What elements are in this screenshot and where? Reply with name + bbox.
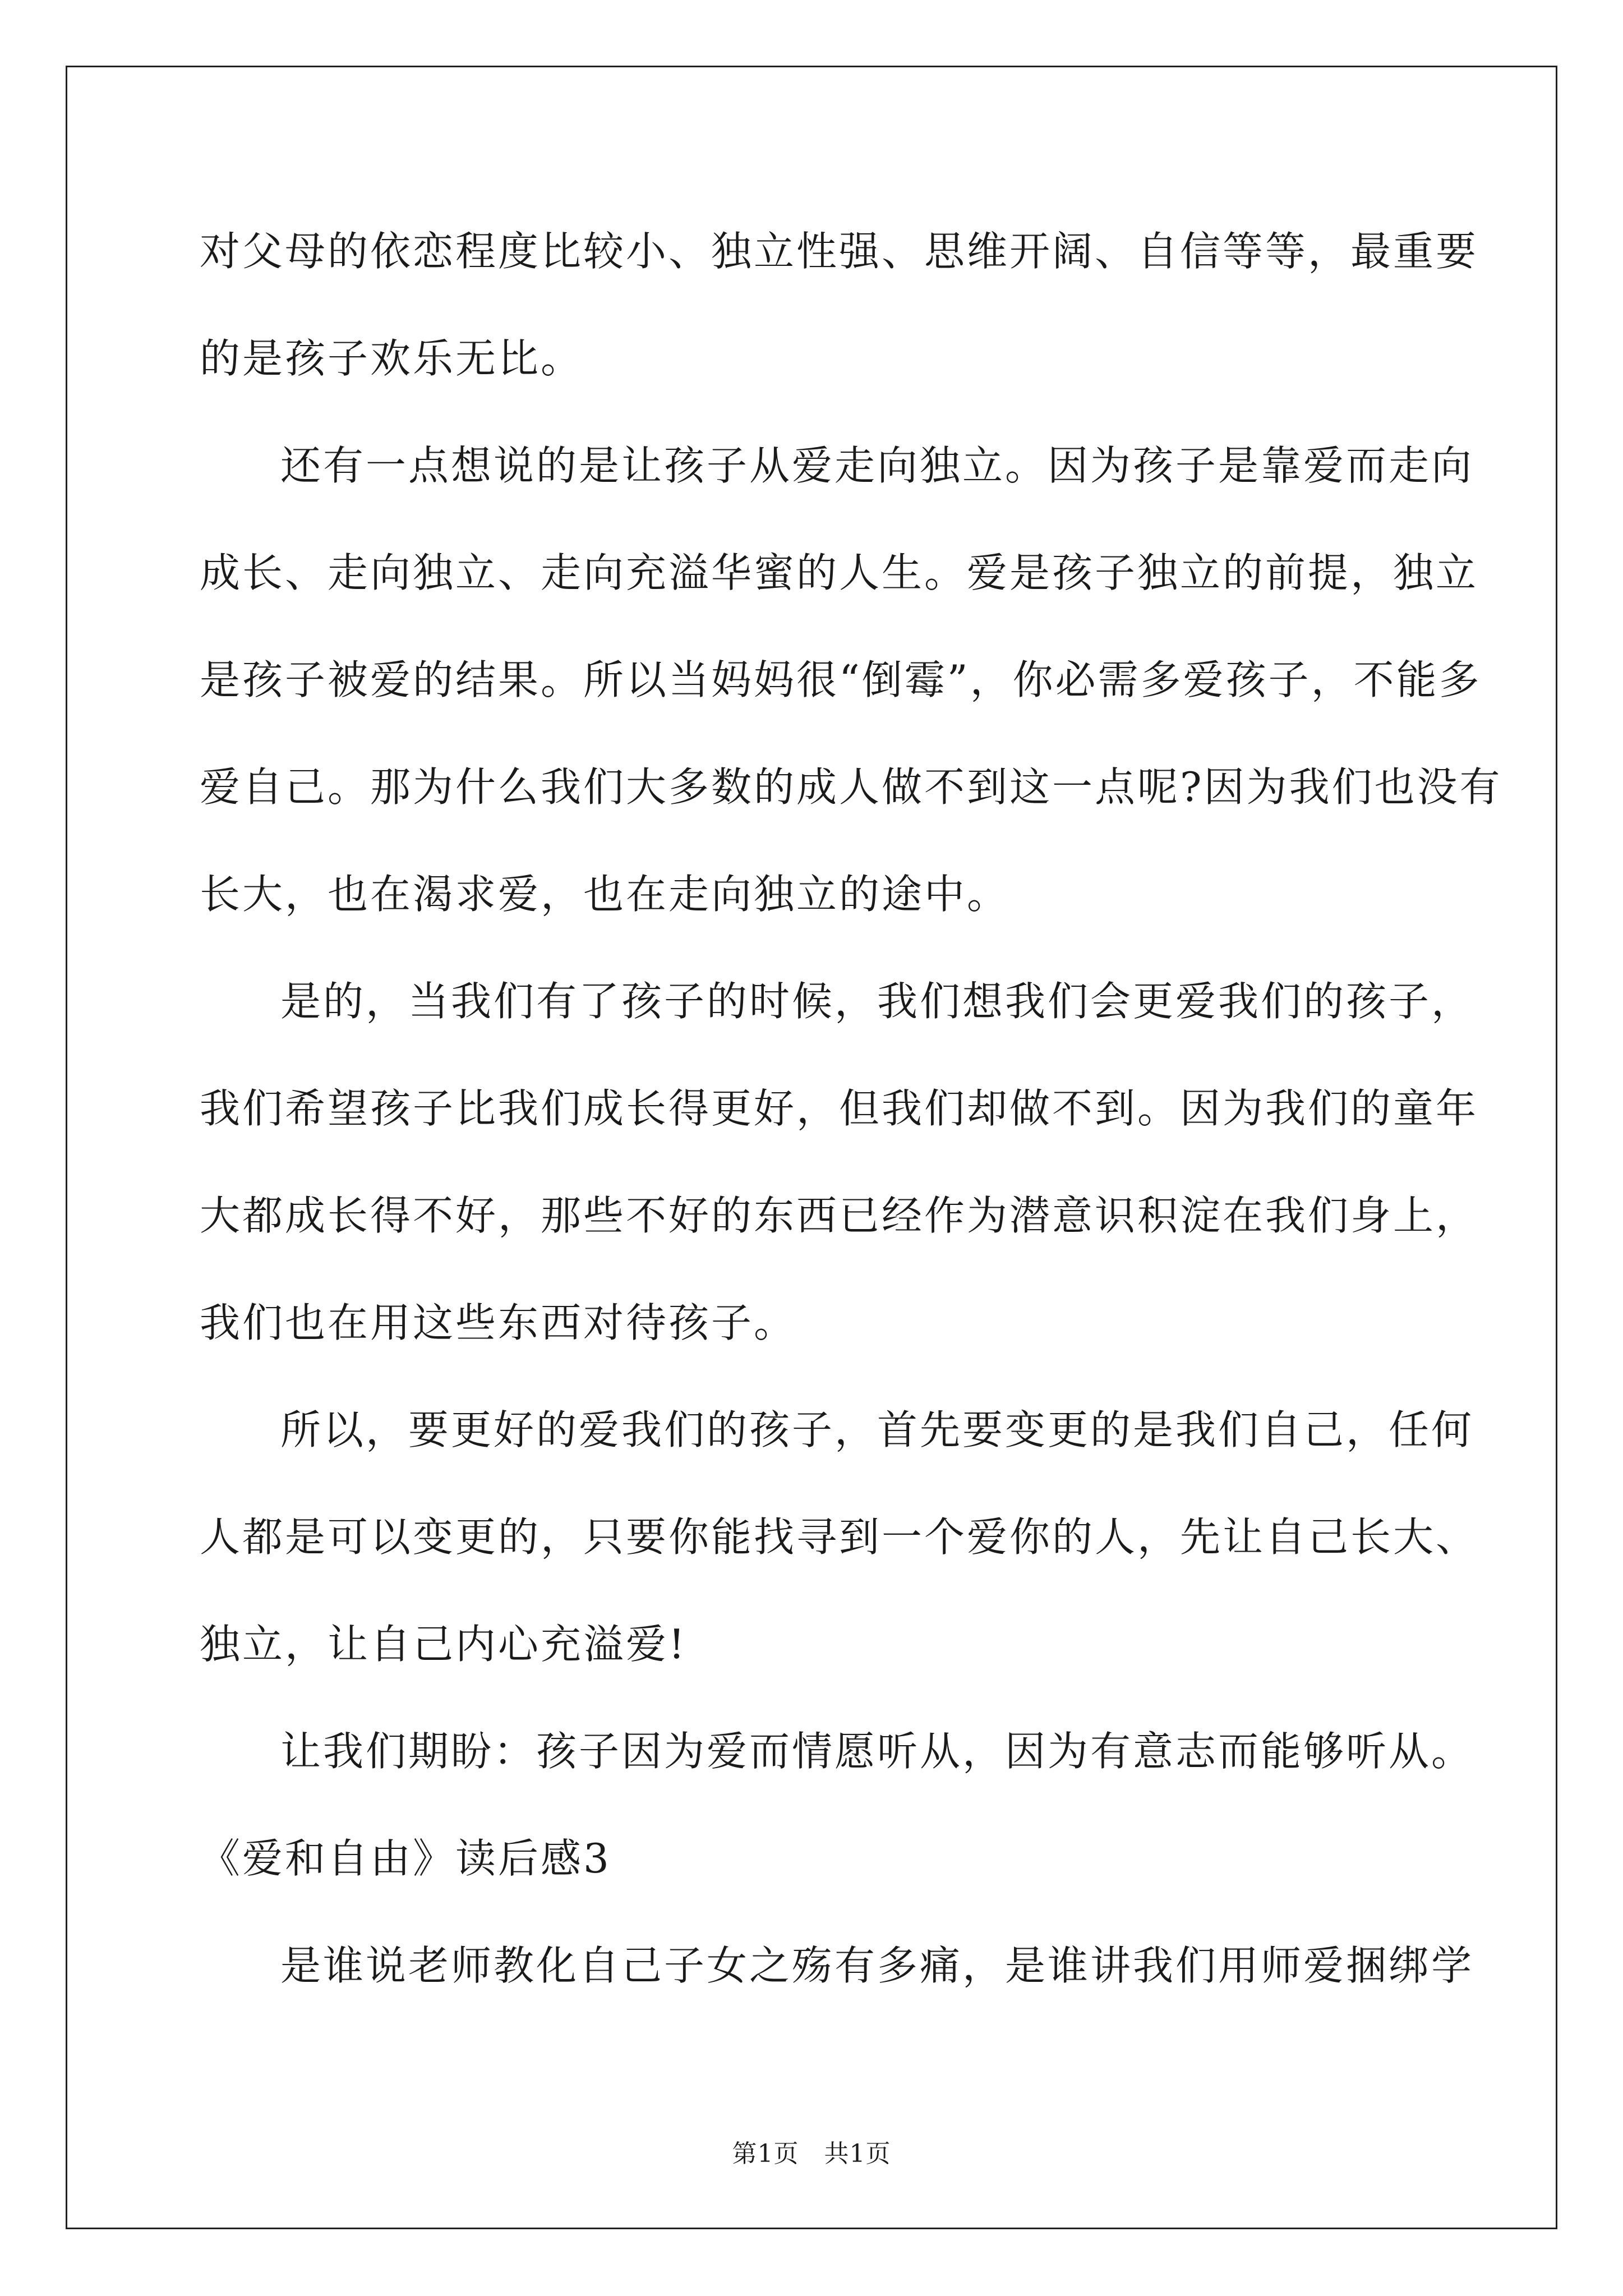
text-line: 大都成长得不好，那些不好的东西已经作为潜意识积淀在我们身上，	[200, 1192, 1479, 1239]
paragraph-start: 还有一点想说的是让孩子从爱走向独立。因为孩子是靠爱而走向	[280, 442, 1474, 489]
text-line: 独立，让自己内心充溢爱!	[200, 1621, 687, 1668]
text-line: 长大，也在渴求爱，也在走向独立的途中。	[200, 871, 1010, 918]
text-line: 人都是可以变更的，只要你能找寻到一个爱你的人，先让自己长大、	[200, 1513, 1479, 1561]
paragraph-start: 是谁说老师教化自己子女之殇有多痛，是谁讲我们用师爱捆绑学	[280, 1942, 1474, 1989]
page-footer: 第1页 共1页	[732, 2139, 891, 2168]
text-line: 对父母的依恋程度比较小、独立性强、思维开阔、自信等等，最重要	[200, 228, 1479, 275]
text-line: 成长、走向独立、走向充溢华蜜的人生。爱是孩子独立的前提，独立	[200, 549, 1479, 596]
paragraph-start: 所以，要更好的爱我们的孩子，首先要变更的是我们自己，任何	[280, 1406, 1474, 1453]
text-line: 我们希望孩子比我们成长得更好，但我们却做不到。因为我们的童年	[200, 1085, 1479, 1132]
text-line: 我们也在用这些东西对待孩子。	[200, 1299, 797, 1346]
text-line: 爱自己。那为什么我们大多数的成人做不到这一点呢?因为我们也没有	[200, 763, 1502, 811]
paragraph-start: 是的，当我们有了孩子的时候，我们想我们会更爱我们的孩子，	[280, 978, 1474, 1025]
text-line: 的是孩子欢乐无比。	[200, 335, 584, 382]
text-line: 是孩子被爱的结果。所以当妈妈很“倒霉”，你必需多爱孩子，不能多	[200, 656, 1482, 703]
section-heading: 《爱和自由》读后感3	[200, 1835, 611, 1882]
page-border	[66, 66, 1557, 2229]
paragraph-start: 让我们期盼：孩子因为爱而情愿听从，因为有意志而能够听从。	[280, 1728, 1474, 1775]
